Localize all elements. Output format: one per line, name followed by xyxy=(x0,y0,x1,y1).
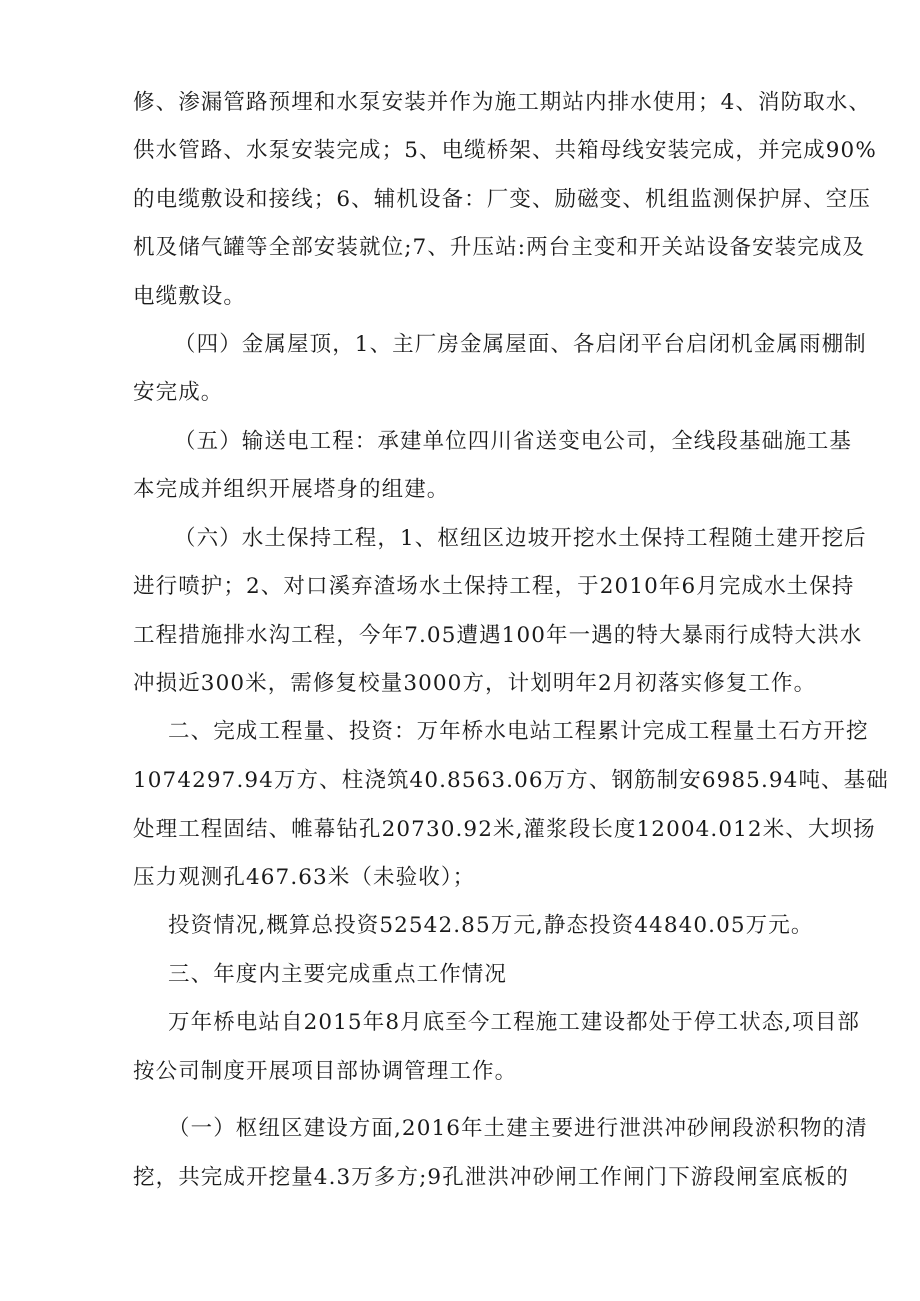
paragraph-six-heading-line: （六）水土保持工程，1、枢纽区边坡开挖水土保持工程随土建开挖后 xyxy=(174,526,867,551)
text-line: 挖，共完成开挖量4.3万多方;9孔泄洪冲砂闸工作闸门下游段闸室底板的 xyxy=(133,1165,850,1190)
text-line: 进行喷护；2、对口溪弃渣场水土保持工程，于2010年6月完成水土保持 xyxy=(133,574,855,599)
text-line: 万年桥电站自2015年8月底至今工程施工建设都处于停工状态,项目部 xyxy=(168,1010,861,1035)
text-line: 处理工程固结、帷幕钻孔20730.92米,灌浆段长度12004.012米、大坝扬 xyxy=(133,817,876,842)
text-line: 安完成。 xyxy=(133,380,224,405)
text-line: 冲损近300米，需修复校量3000方，计划明年2月初落实修复工作。 xyxy=(133,671,817,696)
section-two-heading-line: 二、完成工程量、投资：万年桥水电站工程累计完成工程量土石方开挖 xyxy=(168,719,869,744)
text-line: 机及储气罐等全部安装就位;7、升压站:两台主变和开关站设备安装完成及 xyxy=(133,235,866,260)
section-three-heading: 三、年度内主要完成重点工作情况 xyxy=(168,962,508,987)
text-line: 按公司制度开展项目部协调管理工作。 xyxy=(133,1059,518,1084)
text-line: 供水管路、水泵安装完成；5、电缆桥架、共箱母线安装完成，并完成90% xyxy=(133,138,877,163)
text-line: 修、渗漏管路预埋和水泵安装并作为施工期站内排水使用；4、消防取水、 xyxy=(133,90,871,115)
investment-line: 投资情况,概算总投资52542.85万元,静态投资44840.05万元。 xyxy=(168,913,814,938)
subsection-one-heading-line: （一）枢纽区建设方面,2016年土建主要进行泄洪冲砂闸段淤积物的清 xyxy=(168,1116,868,1141)
text-line: 电缆敷设。 xyxy=(133,284,247,309)
paragraph-five-heading-line: （五）输送电工程：承建单位四川省送变电公司，全线段基础施工基 xyxy=(174,429,853,454)
text-line: 工程措施排水沟工程，今年7.05遭遇100年一遇的特大暴雨行成特大洪水 xyxy=(133,623,863,648)
text-line: 的电缆敷设和接线；6、辅机设备：厂变、励磁变、机组监测保护屏、空压 xyxy=(133,187,871,212)
paragraph-four-heading-line: （四）金属屋顶，1、主厂房金属屋面、各启闭平台启闭机金属雨棚制 xyxy=(174,332,867,357)
text-line: 本完成并组织开展塔身的组建。 xyxy=(133,477,450,502)
text-line: 1074297.94万方、柱浇筑40.8563.06万方、钢筋制安6985.94吨、基础 xyxy=(133,768,889,793)
text-line: 压力观测孔467.63米（未验收）； xyxy=(133,865,476,890)
